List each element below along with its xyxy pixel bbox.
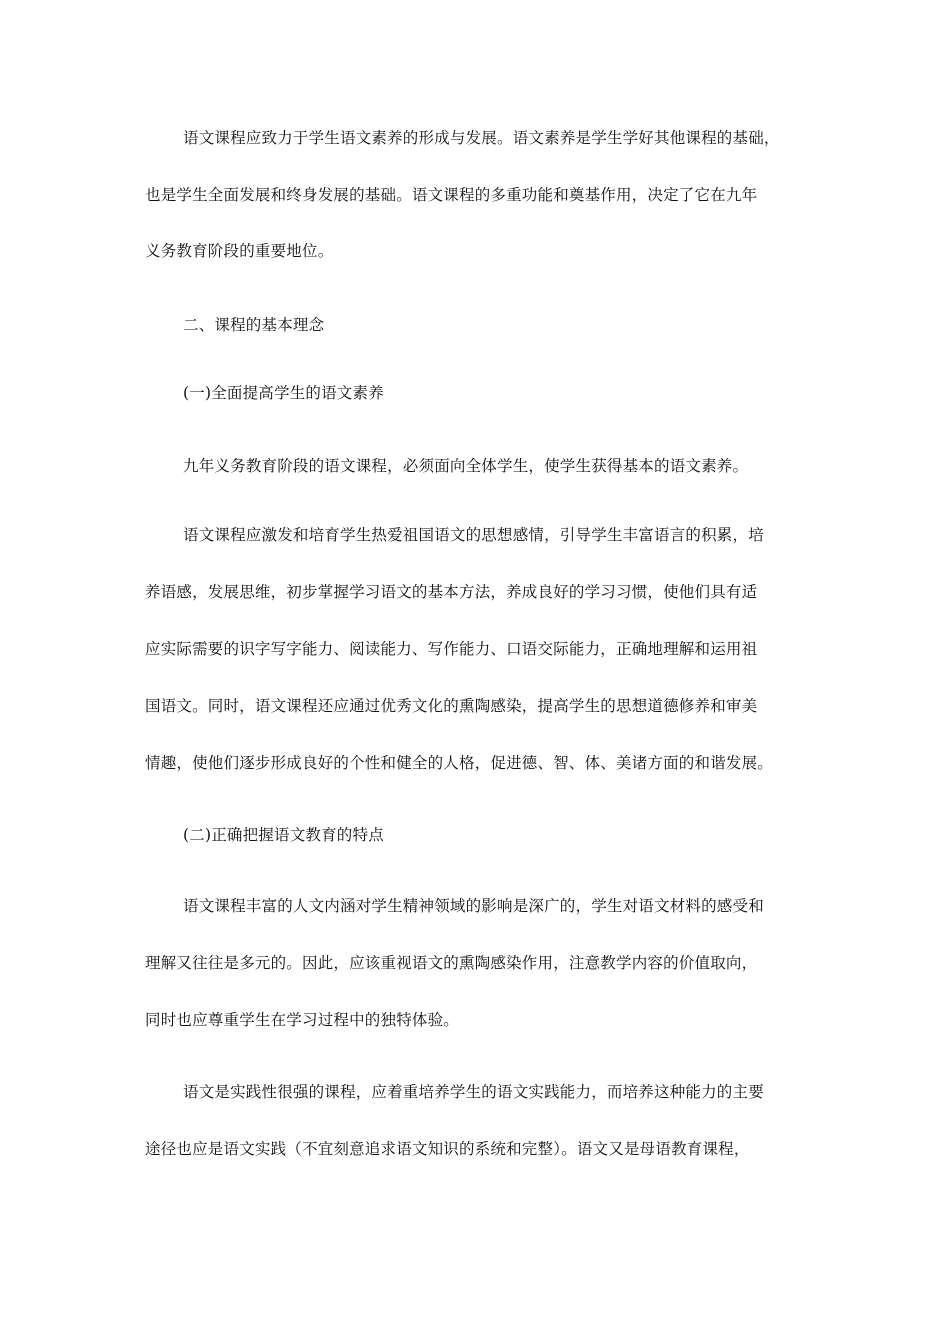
paragraph-4-line-3: 同时也应尊重学生在学习过程中的独特体验。: [145, 1011, 460, 1029]
section-heading-2: 二、课程的基本理念: [183, 316, 325, 334]
subsection-heading-1: (一)全面提高学生的语文素养: [183, 384, 384, 402]
paragraph-2-line-1: 九年义务教育阶段的语文课程，必须面向全体学生，使学生获得基本的语文素养。: [183, 457, 749, 475]
subsection-heading-2: (二)正确把握语文教育的特点: [183, 826, 384, 844]
paragraph-1-line-2: 也是学生全面发展和终身发展的基础。语文课程的多重功能和奠基作用，决定了它在九年: [145, 186, 758, 204]
paragraph-3-line-2: 养语感，发展思维，初步掌握学习语文的基本方法，养成良好的学习习惯，使他们具有适: [145, 583, 758, 601]
paragraph-3-line-3: 应实际需要的识字写字能力、阅读能力、写作能力、口语交际能力，正确地理解和运用祖: [145, 640, 758, 658]
paragraph-3-line-1: 语文课程应激发和培育学生热爱祖国语文的思想感情，引导学生丰富语言的积累，培: [183, 526, 764, 544]
paragraph-5-line-1: 语文是实践性很强的课程，应着重培养学生的语文实践能力，而培养这种能力的主要: [183, 1083, 764, 1101]
paragraph-4-line-2: 理解又往往是多元的。因此，应该重视语文的熏陶感染作用，注意教学内容的价值取向，: [145, 954, 758, 972]
paragraph-1-line-1: 语文课程应致力于学生语文素养的形成与发展。语文素养是学生学好其他课程的基础，: [183, 129, 780, 147]
paragraph-3-line-4: 国语文。同时，语文课程还应通过优秀文化的熏陶感染，提高学生的思想道德修养和审美: [145, 697, 758, 715]
paragraph-5-line-2: 途径也应是语文实践（不宜刻意追求语文知识的系统和完整）。语文又是母语教育课程，: [145, 1140, 750, 1158]
paragraph-1-line-3: 义务教育阶段的重要地位。: [145, 242, 334, 260]
paragraph-4-line-1: 语文课程丰富的人文内涵对学生精神领域的影响是深广的，学生对语文材料的感受和: [183, 897, 764, 915]
paragraph-3-line-5: 情趣，使他们逐步形成良好的个性和健全的人格，促进德、智、体、美诸方面的和谐发展。: [145, 754, 774, 772]
